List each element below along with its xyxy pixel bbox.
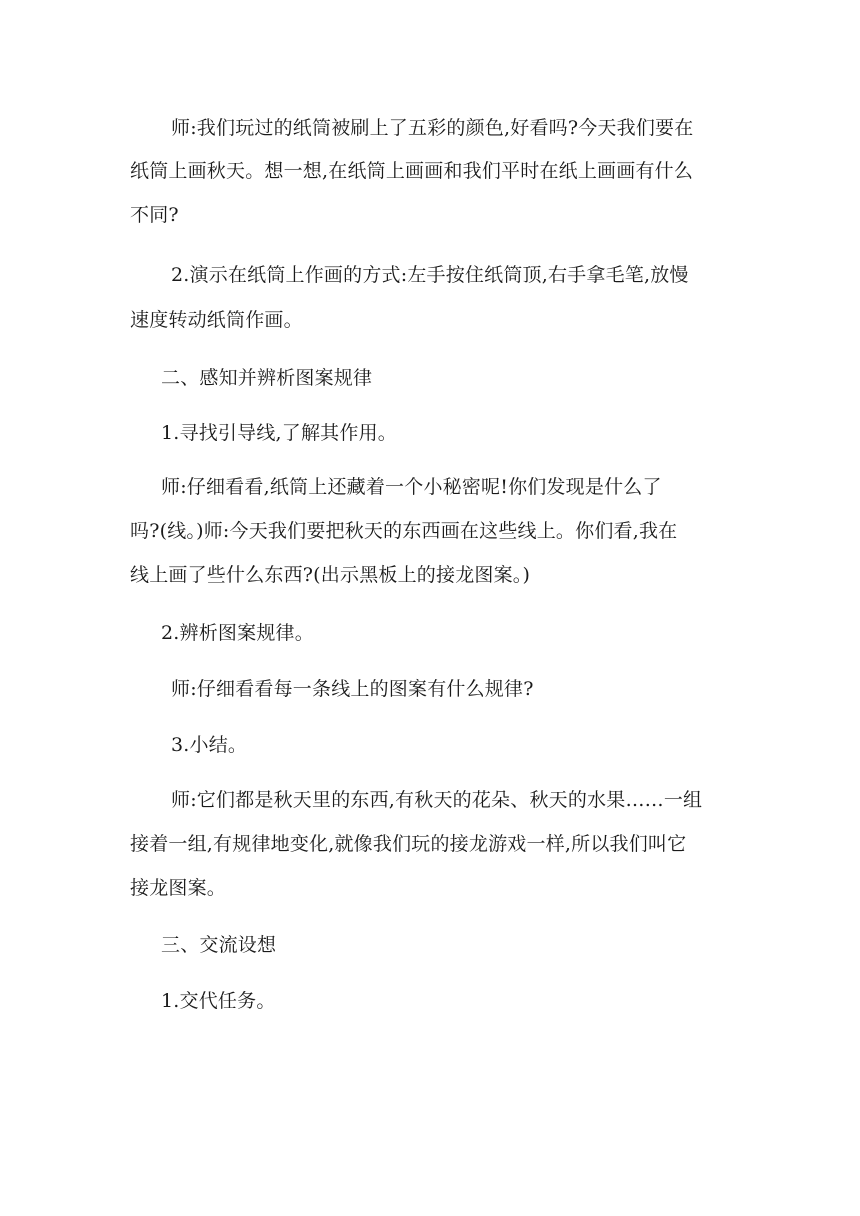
section-heading: 三、交流设想 [161, 934, 277, 956]
paragraph-line: 不同? [130, 204, 179, 226]
list-item: 2.辨析图案规律。 [161, 622, 314, 644]
list-item: 3.小结。 [171, 734, 248, 756]
paragraph-line: 接龙图案。 [130, 877, 227, 899]
paragraph-line: 师:仔细看看每一条线上的图案有什么规律? [171, 678, 534, 700]
list-item: 1.交代任务。 [161, 990, 276, 1012]
paragraph-line: 线上画了些什么东西?(出示黑板上的接龙图案。) [130, 564, 531, 586]
paragraph-line: 接着一组,有规律地变化,就像我们玩的接龙游戏一样,所以我们叫它 [130, 833, 687, 855]
paragraph-line: 2.演示在纸筒上作画的方式:左手按住纸筒顶,右手拿毛笔,放慢 [171, 264, 689, 286]
list-item: 1.寻找引导线,了解其作用。 [161, 422, 397, 444]
paragraph-line: 速度转动纸筒作画。 [130, 309, 303, 331]
paragraph-line: 师:我们玩过的纸筒被刷上了五彩的颜色,好看吗?今天我们要在 [171, 117, 694, 139]
paragraph-line: 师:它们都是秋天里的东西,有秋天的花朵、秋天的水果……一组 [171, 789, 703, 811]
section-heading: 二、感知并辨析图案规律 [161, 367, 373, 389]
paragraph-line: 纸筒上画秋天。想一想,在纸筒上画画和我们平时在纸上画画有什么 [130, 160, 694, 182]
paragraph-line: 师:仔细看看,纸筒上还藏着一个小秘密呢!你们发现是什么了 [161, 476, 662, 498]
paragraph-line: 吗?(线。)师:今天我们要把秋天的东西画在这些线上。你们看,我在 [130, 520, 678, 542]
